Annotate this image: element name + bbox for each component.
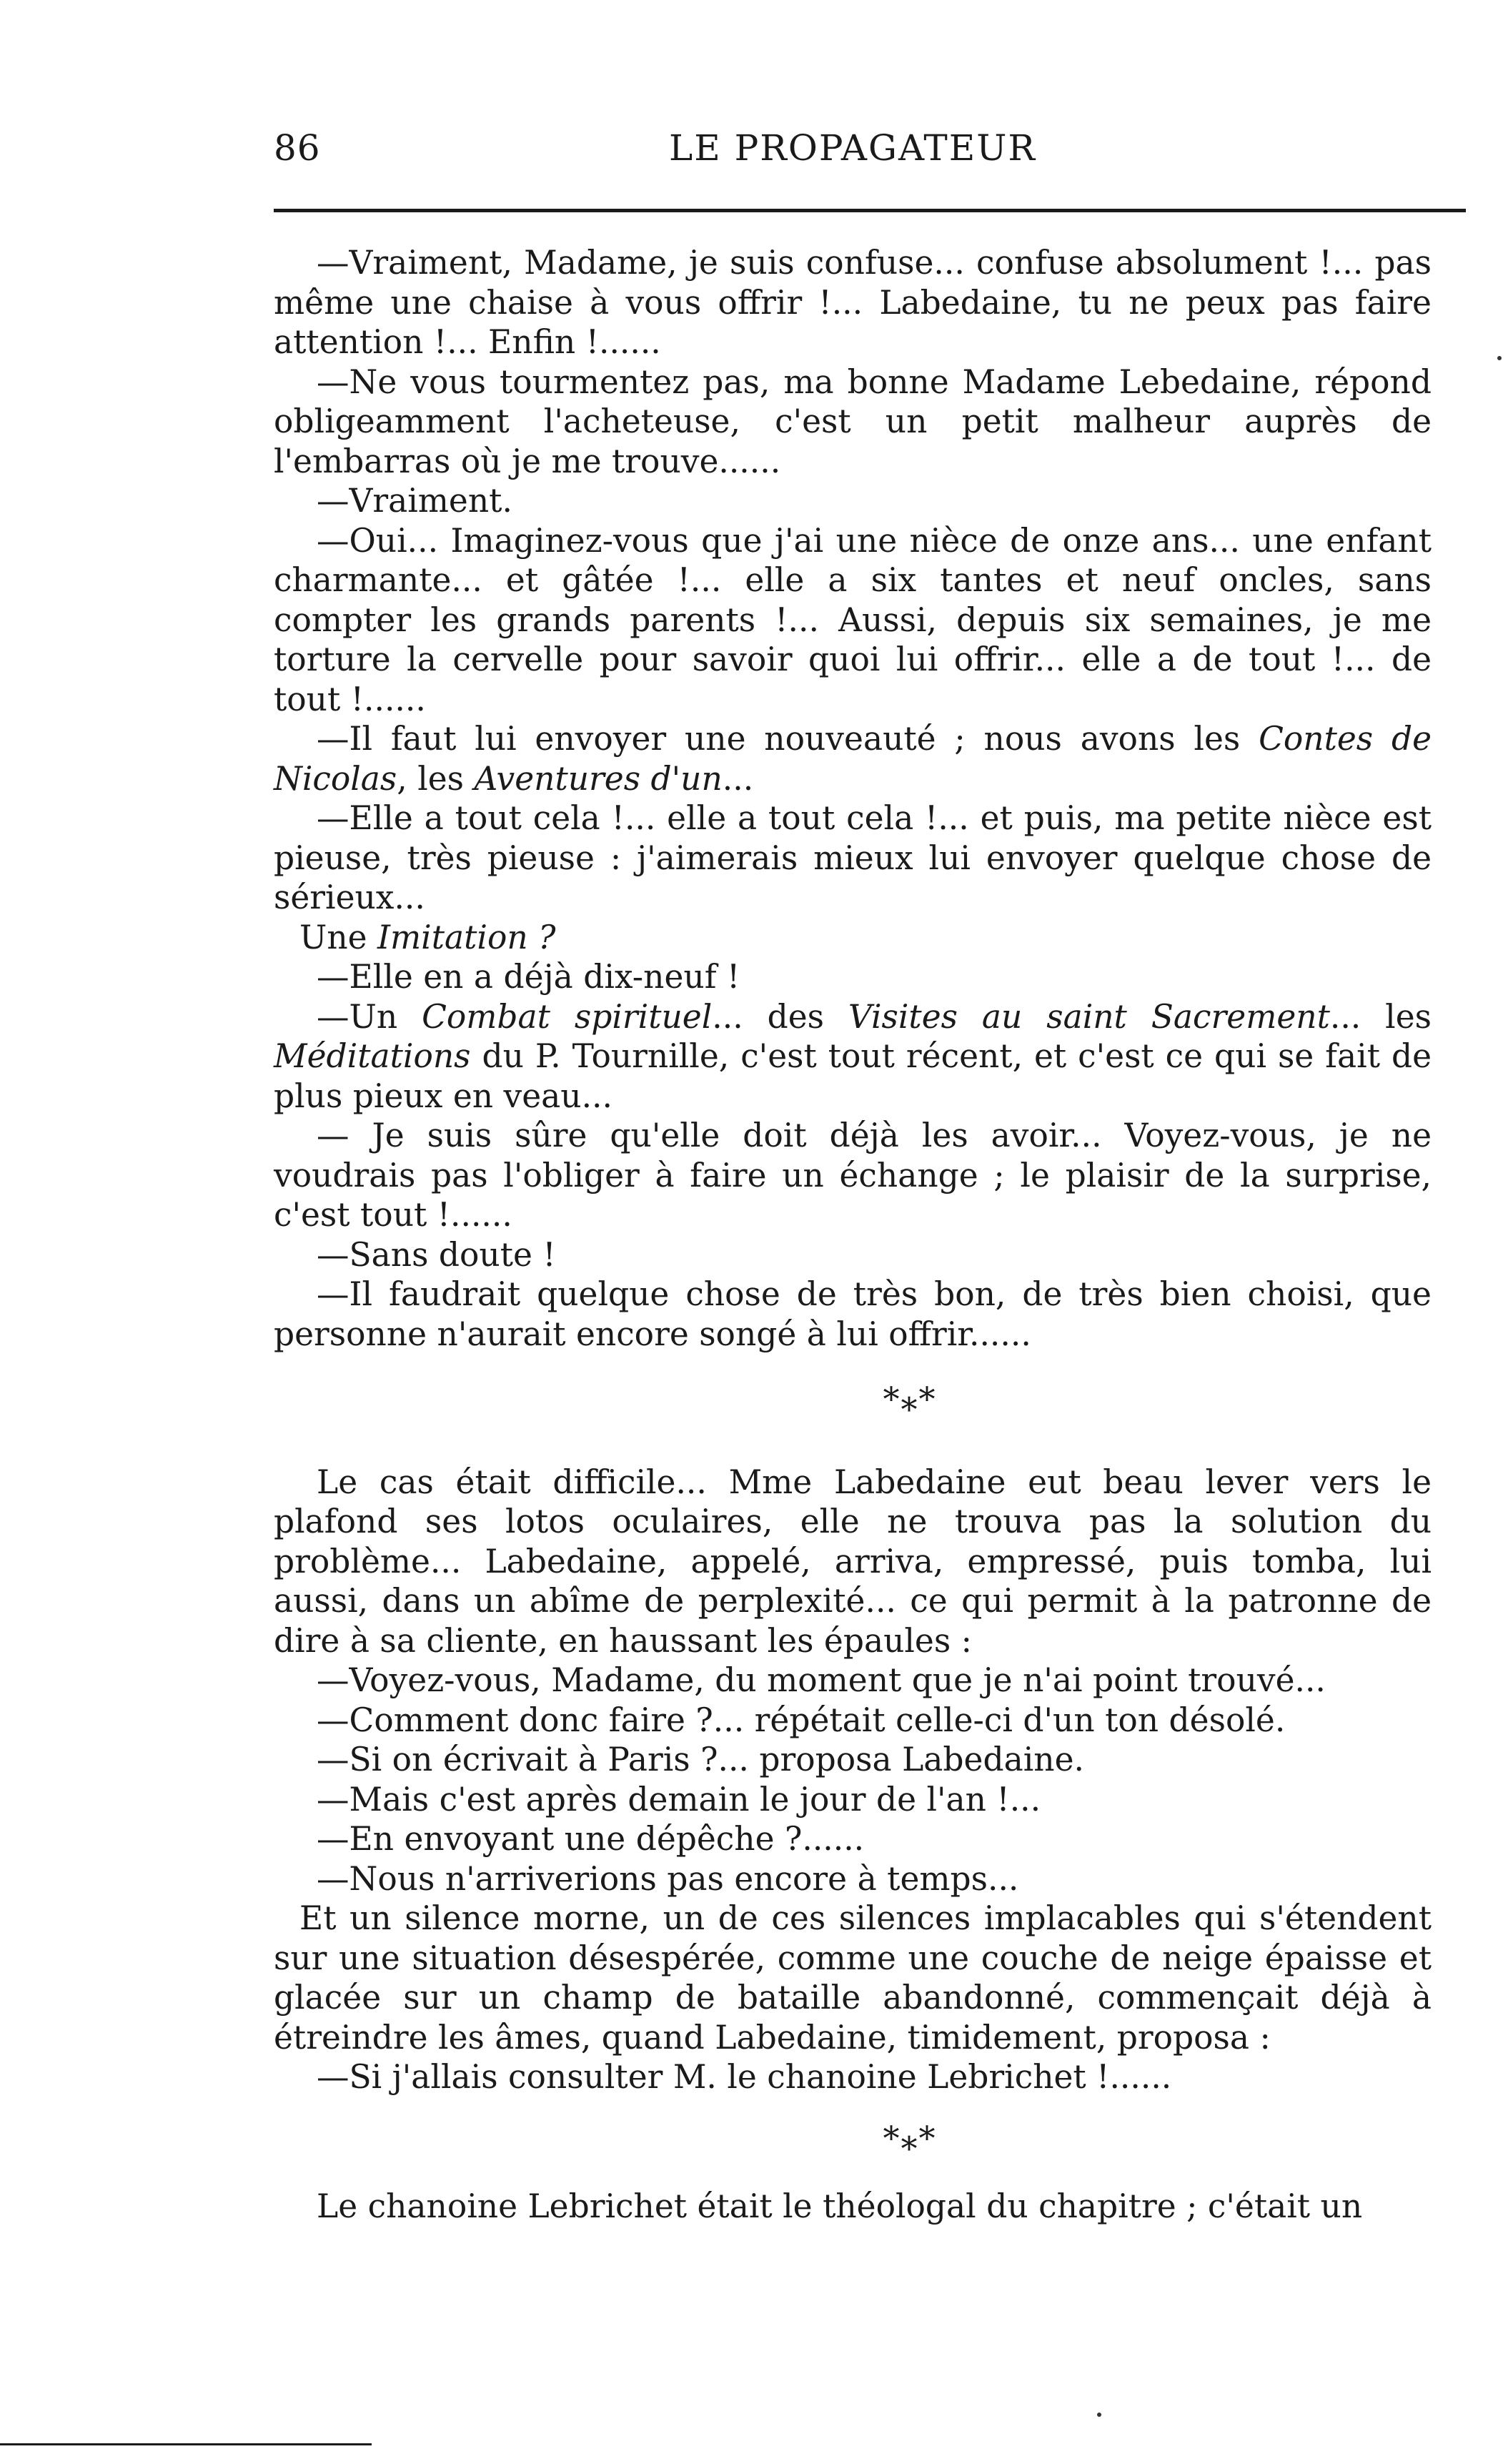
paragraph: —Un Combat spirituel... des Visites au saint Sacrement... les Méditations du P. Tournille, c'est tout récent, et c'est ce qui se fait de plus pieux en veau... — [274, 997, 1432, 1115]
running-title: LE PROPAGATEUR — [669, 127, 1036, 169]
scan-edge-line — [0, 2443, 372, 2445]
paragraph: — Je suis sûre qu'elle doit déjà les avoir... Voyez-vous, je ne voudrais pas l'obliger à faire un échange ; le plaisir de la surprise, c'est tout !...... — [274, 1117, 1432, 1234]
book-title: Contes de Nicolas — [274, 720, 1432, 798]
paragraph: —Mais c'est après demain le jour de l'an !... — [317, 1780, 1041, 1819]
section-break-asterism: *⁎* — [883, 1380, 937, 1418]
paragraph: —Sans doute ! — [317, 1235, 556, 1274]
paragraph: Une Imitation ? — [299, 918, 556, 956]
print-speck — [1497, 356, 1502, 360]
book-title: Méditations — [274, 1037, 471, 1075]
paragraph: —Oui... Imaginez-vous que j'ai une nièce de onze ans... une enfant charmante... et gâtée !... elle a six tantes et neuf oncles, sans compter les grands parents !... Aussi, depuis six semaines, je me torture la cervelle pour savoir quoi lui offrir... elle a de tout !... de tout !...... — [274, 521, 1432, 718]
book-title: Combat spirituel — [422, 997, 713, 1036]
paragraph: —Voyez-vous, Madame, du moment que je n'ai point trouvé... — [317, 1661, 1326, 1699]
paragraph: —Vraiment. — [317, 482, 512, 520]
header-rule — [274, 209, 1466, 212]
paragraph: —Nous n'arriverions pas encore à temps... — [317, 1859, 1019, 1898]
paragraph: —Il faut lui envoyer une nouveauté ; nous avons les Contes de Nicolas, les Aventures d'un... — [274, 720, 1432, 798]
paragraph: Le cas était difficile... Mme Labedaine eut beau lever vers le plafond ses lotos oculaires, elle ne trouva pas la solution du problème... Labedaine, appelé, arriva, empressé, puis tomba, lui aussi, dans un abîme de perplexité... ce qui permit à la patronne de dire à sa cliente, en haussant les épaules : — [274, 1463, 1432, 1660]
book-title: Visites au saint Sacrement — [848, 997, 1330, 1036]
book-title: Aventures d'un — [474, 759, 723, 798]
section-break-asterism: *⁎* — [883, 2118, 937, 2157]
print-speck — [1097, 2413, 1101, 2417]
paragraph: Et un silence morne, un de ces silences implacables qui s'étendent sur une situation désespérée, comme une couche de neige épaisse et glacée sur un champ de bataille abandonné, commençait déjà à étreindre les âmes, quand Labedaine, timidement, proposa : — [274, 1899, 1432, 2057]
paragraph: Le chanoine Lebrichet était le théologal du chapitre ; c'était un — [317, 2187, 1363, 2225]
paragraph: —Elle en a déjà dix-neuf ! — [317, 958, 740, 996]
paragraph: —Vraiment, Madame, je suis confuse... confuse absolument !... pas même une chaise à vous offrir !... Labedaine, tu ne peux pas faire attention !... Enfin !...... — [274, 244, 1432, 361]
body-text — [274, 243, 1432, 2227]
page-header — [274, 127, 1432, 177]
paragraph: —Il faudrait quelque chose de très bon, de très bien choisi, que personne n'aurait encore songé à lui offrir...... — [274, 1275, 1432, 1353]
book-title: Imitation ? — [377, 918, 556, 956]
paragraph: —Ne vous tourmentez pas, ma bonne Madame Lebedaine, répond obligeamment l'acheteuse, c'est un petit malheur auprès de l'embarras où je me trouve...... — [274, 362, 1432, 480]
paragraph: —Si j'allais consulter M. le chanoine Lebrichet !...... — [317, 2058, 1172, 2096]
paragraph: —En envoyant une dépêche ?...... — [317, 1820, 865, 1858]
paragraph: —Comment donc faire ?... répétait celle-ci d'un ton désolé. — [317, 1701, 1286, 1739]
paragraph: —Elle a tout cela !... elle a tout cela !... et puis, ma petite nièce est pieuse, très pieuse : j'aimerais mieux lui envoyer quelque chose de sérieux... — [274, 799, 1432, 916]
paragraph: —Si on écrivait à Paris ?... proposa Labedaine. — [317, 1741, 1084, 1778]
page-number: 86 — [274, 127, 321, 169]
